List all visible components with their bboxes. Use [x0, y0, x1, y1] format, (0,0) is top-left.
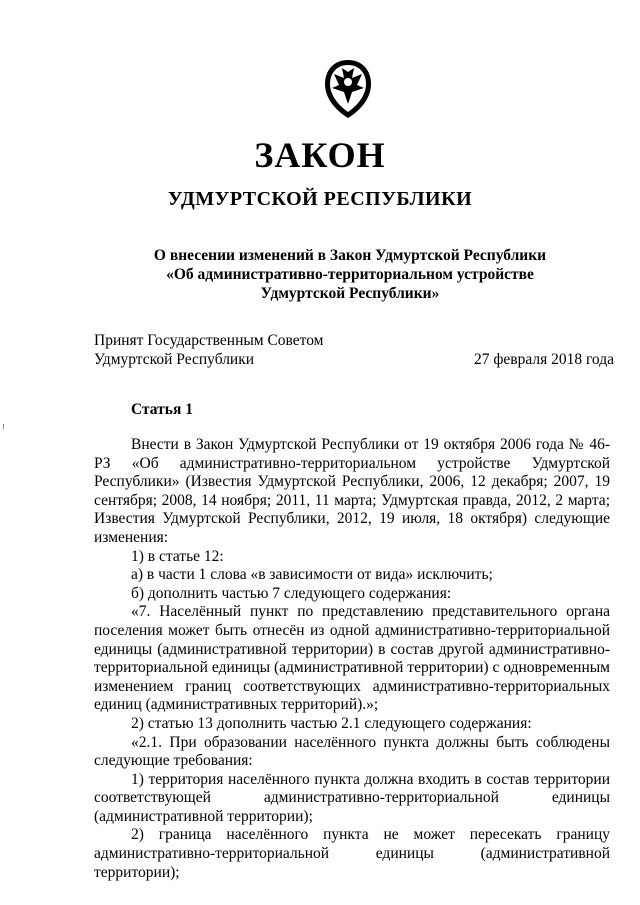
- law-name-line: «Об административно-территориальном устройстве: [166, 266, 534, 283]
- udmurt-emblem-icon: [322, 58, 374, 120]
- document-title: ЗАКОН: [254, 135, 386, 175]
- adoption-date: 27 февраля 2018 года: [473, 351, 614, 368]
- paragraph: 2) статью 13 дополнить частью 2.1 следующего содержания:: [131, 714, 532, 732]
- law-name-line: О внесении изменений в Закон Удмуртской Республики: [153, 247, 547, 264]
- paragraph: 1) территория населённого пункта должна входить в состав территории соответствующей административно-территориальной единицы (административной территории);: [94, 770, 610, 825]
- paragraph: «7. Населённый пункт по представлению представительного органа поселения может быть отнесён из одной административно-территориальной единицы (административной территории) в состав другой административно-территориальной единицы (административной территории) с одновременным изменением границ соответствующих административно-территориальных единиц (административных территорий).»;: [94, 603, 610, 714]
- article-heading: Статья 1: [131, 401, 193, 418]
- law-name-line: Удмуртской Республики»: [260, 285, 440, 302]
- paragraph: а) в части 1 слова «в зависимости от вида» исключить;: [131, 566, 493, 584]
- adopted-by-body: Удмуртской Республики: [94, 351, 255, 368]
- margin-mark: [3, 424, 4, 429]
- adopted-by-line: Принят Государственным Советом: [94, 332, 324, 349]
- law-name: [100, 246, 600, 303]
- paragraph: «2.1. При образовании населённого пункта должны быть соблюдены следующие требования:: [94, 733, 610, 770]
- paragraph: Внести в Закон Удмуртской Республики от 19 октября 2006 года № 46-РЗ «Об административно-территориальном устройстве Удмуртской Республики» (Известия Удмуртской Республики, 2006, 12 декабря; 2007, 19 сентября; 2008, 14 ноября; 2011, 11 марта; Удмуртская правда, 2012, 2 марта; Известия Удмуртской Республики, 2012, 19 июля, 18 октября) следующие изменения:: [94, 436, 610, 546]
- paragraph: 2) граница населённого пункта не может пересекать границу административно-территориальной единицы (административной территории);: [94, 826, 610, 881]
- paragraph: 1) в статье 12:: [131, 547, 224, 565]
- paragraph: б) дополнить частью 7 следующего содержания:: [131, 584, 452, 602]
- article-body: [94, 436, 610, 882]
- document-subtitle: УДМУРТСКОЙ РЕСПУБЛИКИ: [167, 188, 473, 210]
- adoption-block: [94, 331, 614, 369]
- adopted-row: [94, 350, 614, 369]
